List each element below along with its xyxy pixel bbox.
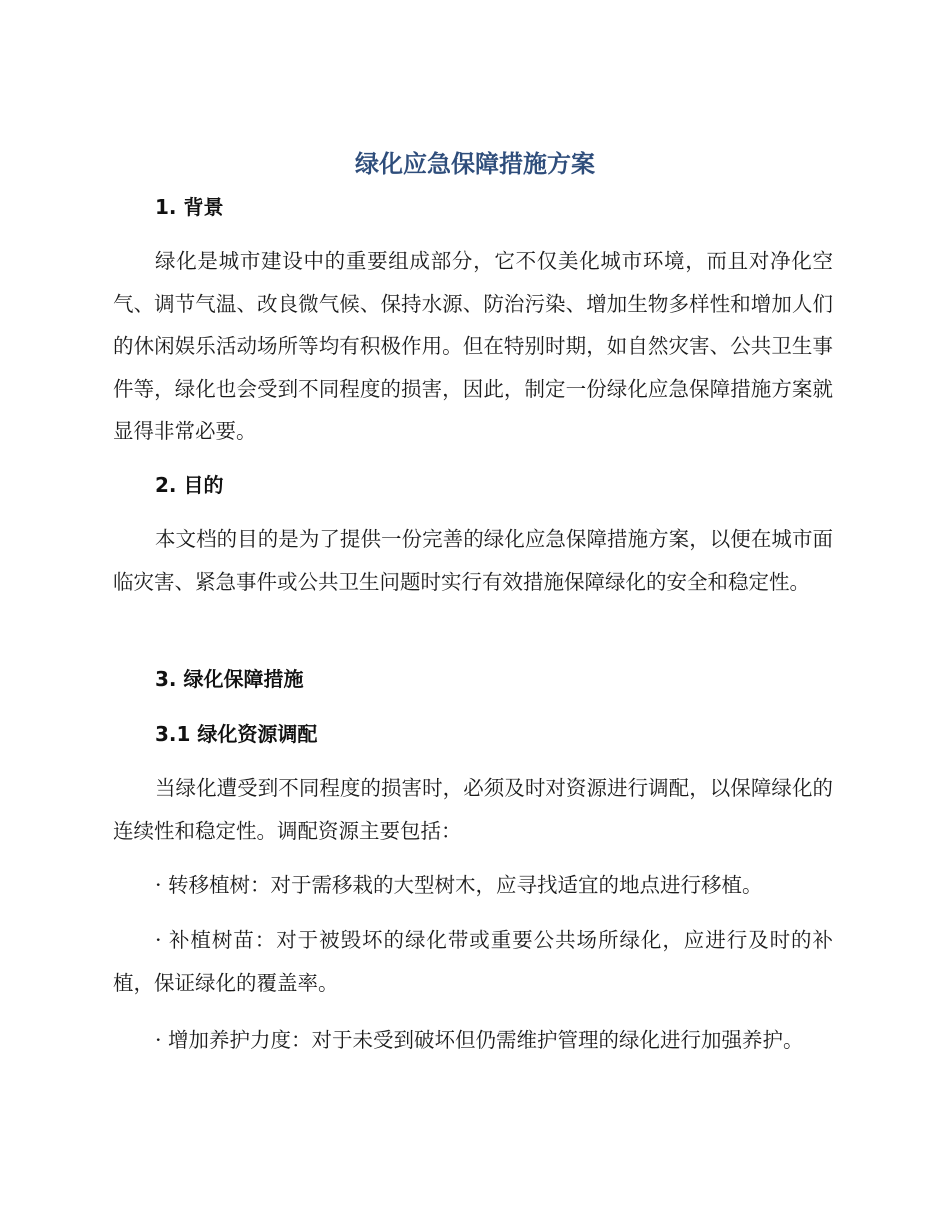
section-heading-background: 1. 背景	[155, 195, 224, 219]
section-heading-measures: 3. 绿化保障措施	[155, 667, 304, 691]
background-paragraph: 绿化是城市建设中的重要组成部分，它不仅美化城市环境，而且对净化空气、调节气温、改良微气候、保持水源、防治污染、增加生物多样性和增加人们的休闲娱乐活动场所等均有积极作用。但在特别时期，如自然灾害、公共卫生事件等，绿化也会受到不同程度的损害，因此，制定一份绿化应急保障措施方案就显得非常必要。	[113, 249, 833, 443]
purpose-paragraph: 本文档的目的是为了提供一份完善的绿化应急保障措施方案，以便在城市面临灾害、紧急事件或公共卫生问题时实行有效措施保障绿化的安全和稳定性。	[113, 527, 833, 594]
subsection-heading-resource: 3.1 绿化资源调配	[155, 722, 318, 746]
bullet-item-transplant: · 转移植树：对于需移栽的大型树木，应寻找适宜的地点进行移植。	[155, 873, 763, 897]
document-title: 绿化应急保障措施方案	[355, 150, 595, 178]
section-heading-purpose: 2. 目的	[155, 473, 224, 497]
bullet-item-maintenance: · 增加养护力度：对于未受到破坏但仍需维护管理的绿化进行加强养护。	[155, 1028, 804, 1052]
bullet-item-replant: · 补植树苗：对于被毁坏的绿化带或重要公共场所绿化，应进行及时的补植，保证绿化的覆盖率。	[113, 928, 833, 995]
resource-paragraph: 当绿化遭受到不同程度的损害时，必须及时对资源进行调配，以保障绿化的连续性和稳定性。调配资源主要包括：	[113, 776, 833, 843]
